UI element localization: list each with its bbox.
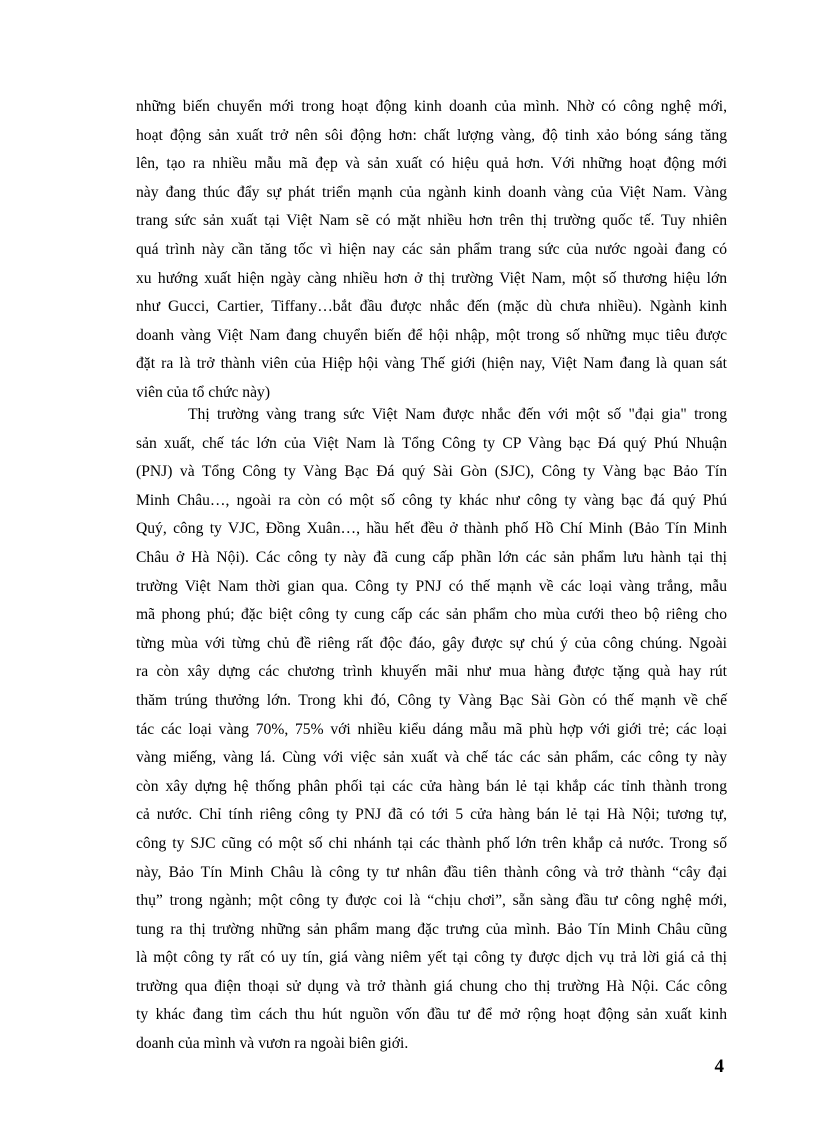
text-line: tung ra thị trường những sản phẩm mang đặc trưng của mình. Bảo Tín Minh Châu cũng [136,920,727,938]
text-line: này, Bảo Tín Minh Châu là công ty tư nhân đầu tiên thành công và trở thành “cây đại [136,863,727,881]
text-line: trang sức sản xuất tại Việt Nam sẽ có mặt nhiều hơn trên thị trường quốc tế. Tuy nhiên [136,212,727,230]
text-line: xu hướng xuất hiện ngày càng nhiều hơn ở thị trường Việt Nam, một số thương hiệu lớn [136,269,727,287]
text-line: Châu ở Hà Nội). Các công ty này đã cung cấp phần lớn các sản phẩm lưu hành tại thị [136,548,727,566]
text-line: như Gucci, Cartier, Tiffany…bắt đầu được nhắc đến (mặc dù chưa nhiều). Ngành kinh [136,298,727,316]
text-line: doanh vàng Việt Nam đang chuyển biến để hội nhập, một trong số những mục tiêu được [136,326,727,344]
text-line: ra còn xây dựng các chương trình khuyến mãi như mua hàng được tặng quà hay rút [136,663,727,681]
text-line: hoạt động sản xuất trở nên sôi động hơn: chất lượng vàng, độ tinh xảo bóng sáng tăng [136,126,727,144]
text-line: từng mùa với từng chủ đề riêng rất độc đáo, gây được sự chú ý của công chúng. Ngoài [136,634,727,652]
text-line: cả nước. Chỉ tính riêng công ty PNJ đã có tới 5 cửa hàng bán lẻ tại Hà Nội; tương tự, [136,806,727,824]
text-line: lên, tạo ra nhiều mẫu mã đẹp và sản xuất có hiệu quả hơn. Với những hoạt động mới [136,155,727,173]
text-line: Thị trường vàng trang sức Việt Nam được nhắc đến với một số "đại gia" trong [188,406,727,423]
text-line: sản xuất, chế tác lớn của Việt Nam là Tổng Công ty CP Vàng bạc Đá quý Phú Nhuận [136,434,727,452]
text-line: này đang thúc đẩy sự phát triển mạnh của ngành kinh doanh vàng của Việt Nam. Vàng [136,183,727,201]
text-line: Minh Châu…, ngoài ra còn có một số công ty khác như công ty vàng bạc đá quý Phú [136,491,727,509]
text-line: (PNJ) và Tổng Công ty Vàng Bạc Đá quý Sài Gòn (SJC), Công ty Vàng bạc Bảo Tín [136,463,727,481]
paragraph-1 [136,93,727,408]
paragraph-2 [136,401,727,1059]
text-line: doanh của mình và vươn ra ngoài biên giới. [136,1035,409,1053]
text-line: công ty SJC cũng có một số chi nhánh tại các thành phố lớn trên khắp cả nước. Trong số [136,834,727,852]
text-line: đặt ra là trở thành viên của Hiệp hội vàng Thế giới (hiện nay, Việt Nam đang là quan sát [136,355,727,373]
text-line: quá trình này cần tăng tốc vì hiện nay các sản phẩm trang sức của nước ngoài đang có [136,240,727,258]
text-line: trường qua điện thoại sử dụng và trở thành giá chung cho thị trường Hà Nội. Các công [136,977,727,995]
text-line: những biến chuyển mới trong hoạt động kinh doanh của mình. Nhờ có công nghệ mới, [136,98,727,115]
text-line: trường Việt Nam thời gian qua. Công ty PNJ có thế mạnh về các loại vàng trắng, mẫu [136,577,727,595]
text-line: vàng miếng, vàng lá. Cùng với việc sản xuất và chế tác các sản phẩm, các công ty này [136,749,727,767]
text-line: Quý, công ty VJC, Đồng Xuân…, hầu hết đều ở thành phố Hồ Chí Minh (Bảo Tín Minh [136,520,727,538]
text-line: thụ” trong ngành; một công ty được coi là “chịu chơi”, sẵn sàng đầu tư công nghệ mới, [136,892,727,910]
text-line: viên của tổ chức này) [136,383,271,401]
text-line: mã phong phú; đặc biệt công ty cung cấp các sản phẩm cho mùa cưới theo bộ riêng cho [136,606,727,624]
text-line: là một công ty rất có uy tín, giá vàng niêm yết tại công ty được dịch vụ trả lời giá cả thị [136,949,727,967]
page-number: 4 [714,1056,724,1077]
text-line: tác các loại vàng 70%, 75% với nhiều kiểu dáng mẫu mã phù hợp với giới trẻ; các loại [136,720,727,738]
text-line: còn xây dựng hệ thống phân phối tại các cửa hàng bán lẻ tại khắp các tỉnh thành trong [136,777,727,795]
text-line: ty khác đang tìm cách thu hút nguồn vốn đầu tư để mở rộng hoạt động sản xuất kinh [136,1006,727,1024]
text-line: thăm trúng thưởng lớn. Trong khi đó, Công ty Vàng Bạc Sài Gòn có thế mạnh về chế [136,691,727,709]
